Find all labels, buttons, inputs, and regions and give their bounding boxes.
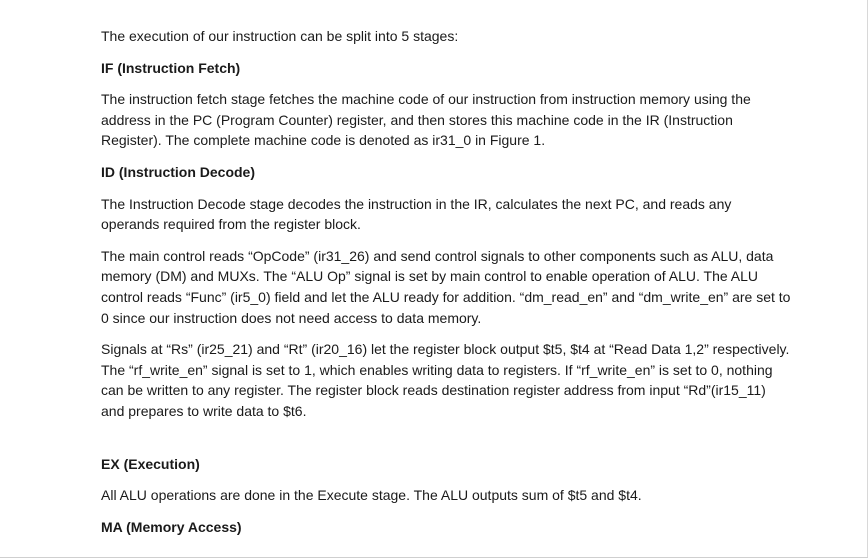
section-heading-ma: MA (Memory Access) — [101, 518, 242, 535]
intro-text: The execution of our instruction can be split into 5 stages: — [101, 28, 459, 44]
section-heading-id: ID (Instruction Decode) — [101, 163, 256, 180]
document-body — [101, 26, 791, 548]
section-heading-ex: EX (Execution) — [101, 455, 200, 472]
section-heading-if: IF (Instruction Fetch) — [101, 59, 241, 76]
ex-paragraph: All ALU operations are done in the Execute stage. The ALU outputs sum of $t5 and $t4. — [101, 487, 642, 504]
id-paragraph-decode: The Instruction Decode stage decodes the instruction in the IR, calculates the next PC, and reads any operands required from the register block. — [101, 195, 732, 233]
id-paragraph-register-block: Signals at “Rs” (ir25_21) and “Rt” (ir20_16) let the register block output $t5, $t4 at “Read Data 1,2” respectively. The “rf_write_en” signal is set to 1, which enables writing data to registers. If “rf_write_en” is set to 0, nothing can be written to any register. The register block reads destination register address from input “Rd”(ir15_11) and prepares to write data to $t6. — [101, 341, 790, 419]
id-paragraph-main-control: The main control reads “OpCode” (ir31_26) and send control signals to other components such as ALU, data memory (DM) and MUXs. The “ALU Op” signal is set by main control to enable operation of ALU. The ALU control reads “Func” (ir5_0) field and let the ALU ready for addition. “dm_read_en” and “dm_write_en” are set to 0 since our instruction does not need access to data memory. — [101, 247, 791, 326]
if-paragraph: The instruction fetch stage fetches the machine code of our instruction from instruction memory using the address in the PC (Program Counter) register, and then stores this machine code in the IR (Instruction Register). The complete machine code is denoted as ir31_0 in Figure 1. — [101, 91, 751, 149]
